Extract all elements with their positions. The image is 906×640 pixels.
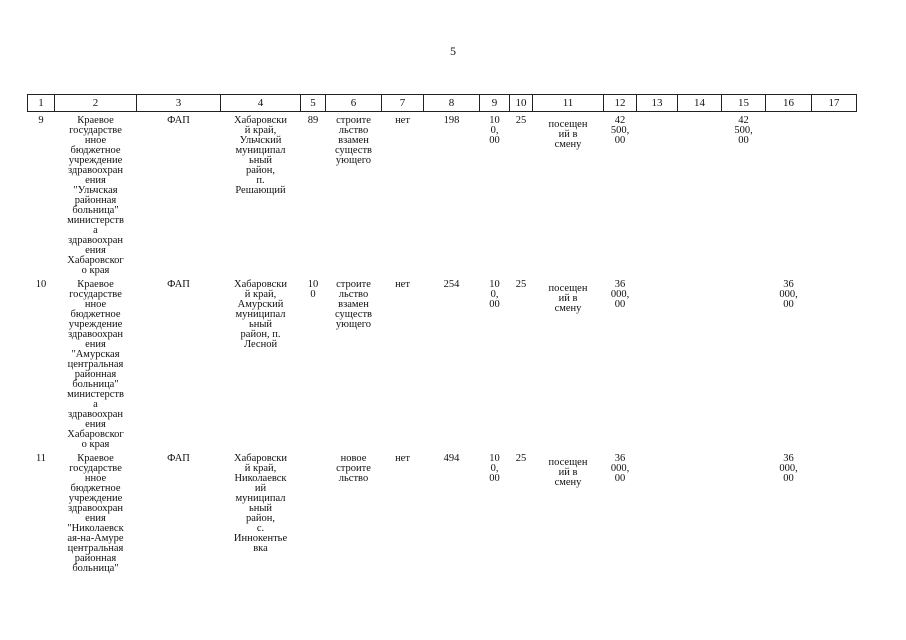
capacity-unit-cell: посещен ий в смену [548, 119, 588, 150]
facility-type-cell: ФАП [167, 453, 190, 464]
column-header: 15 [722, 95, 766, 112]
facility-type-cell: ФАП [167, 279, 190, 290]
table-cell [678, 276, 722, 450]
column-header: 2 [55, 95, 137, 112]
column-header: 4 [221, 95, 301, 112]
column-header: 17 [812, 95, 857, 112]
amount-cell: 36 000, 00 [779, 453, 798, 484]
row-number-cell: 11 [35, 453, 47, 464]
column-header: 8 [424, 95, 480, 112]
column-header: 12 [604, 95, 637, 112]
table-cell: 10 0, 00 [489, 115, 500, 146]
table-cell [812, 276, 857, 450]
column-header: 6 [326, 95, 382, 112]
table-row [28, 450, 857, 574]
table-cell [812, 112, 857, 277]
capacity-unit-cell: посещен ий в смену [548, 283, 588, 314]
institution-cell: Краевое государстве нное бюджетное учреждение здравоохран ения "Ульчская районная больница" министерств а здравоохран ения Хабаровског о края [67, 115, 124, 276]
document-table [27, 94, 857, 574]
column-header: 9 [480, 95, 510, 112]
table-cell [637, 276, 678, 450]
row-number-cell: 10 [35, 279, 47, 290]
table-cell [678, 450, 722, 574]
amount-cell: 36 000, 00 [779, 279, 798, 310]
table-cell: 10 0, 00 [489, 279, 500, 310]
table-cell: 198 [443, 115, 460, 126]
location-cell: Хабаровски й край, Амурский муниципал ьный район, п. Лесной [233, 279, 288, 350]
column-header: 10 [510, 95, 533, 112]
column-header: 5 [301, 95, 326, 112]
institution-cell: Краевое государстве нное бюджетное учреждение здравоохран ения "Николаевск ая-на-Амуре центральная районная больница" [67, 453, 124, 574]
table-cell: 25 [515, 115, 527, 126]
institution-cell: Краевое государстве нное бюджетное учреждение здравоохран ения "Амурская центральная районная больница" министерств а здравоохран ения Хабаровског о края [67, 279, 124, 450]
table-header-row [28, 95, 857, 112]
column-header: 16 [766, 95, 812, 112]
table-cell: 10 0 [307, 279, 319, 300]
amount-cell: 42 500, 00 [734, 115, 753, 146]
table-cell: 494 [443, 453, 460, 464]
table-cell: 254 [443, 279, 460, 290]
table-row [28, 276, 857, 450]
column-header: 7 [382, 95, 424, 112]
table-cell: нет [395, 279, 410, 290]
construction-type-cell: строите льство взамен существ ующего [335, 279, 372, 330]
construction-type-cell: новое строите льство [336, 453, 371, 484]
capacity-unit-cell: посещен ий в смену [548, 457, 588, 488]
location-cell: Хабаровски й край, Николаевск ий муниципал ьный район, с. Иннокентье вка [233, 453, 288, 554]
column-header: 14 [678, 95, 722, 112]
table-cell [637, 112, 678, 277]
page-number: 5 [450, 44, 456, 58]
table-cell [812, 450, 857, 574]
facility-type-cell: ФАП [167, 115, 190, 126]
location-cell: Хабаровски й край, Ульчский муниципал ьный район, п. Решающий [233, 115, 288, 196]
table-cell: 89 [307, 115, 319, 126]
amount-cell: 42 500, 00 [610, 115, 630, 146]
row-number-cell: 9 [38, 115, 44, 126]
table-row [28, 112, 857, 277]
table-cell: нет [395, 453, 410, 464]
column-header: 11 [533, 95, 604, 112]
table-cell [678, 112, 722, 277]
column-header: 3 [137, 95, 221, 112]
amount-cell [722, 276, 766, 450]
construction-type-cell: строите льство взамен существ ующего [335, 115, 372, 166]
table-cell [301, 450, 326, 574]
table-cell [637, 450, 678, 574]
table-cell: 10 0, 00 [489, 453, 500, 484]
amount-cell [722, 450, 766, 574]
column-header: 1 [28, 95, 55, 112]
table-cell: 25 [515, 453, 527, 464]
table-cell: 25 [515, 279, 527, 290]
amount-cell: 36 000, 00 [610, 453, 630, 484]
column-header: 13 [637, 95, 678, 112]
table-cell: нет [395, 115, 410, 126]
amount-cell [766, 112, 812, 277]
amount-cell: 36 000, 00 [610, 279, 630, 310]
